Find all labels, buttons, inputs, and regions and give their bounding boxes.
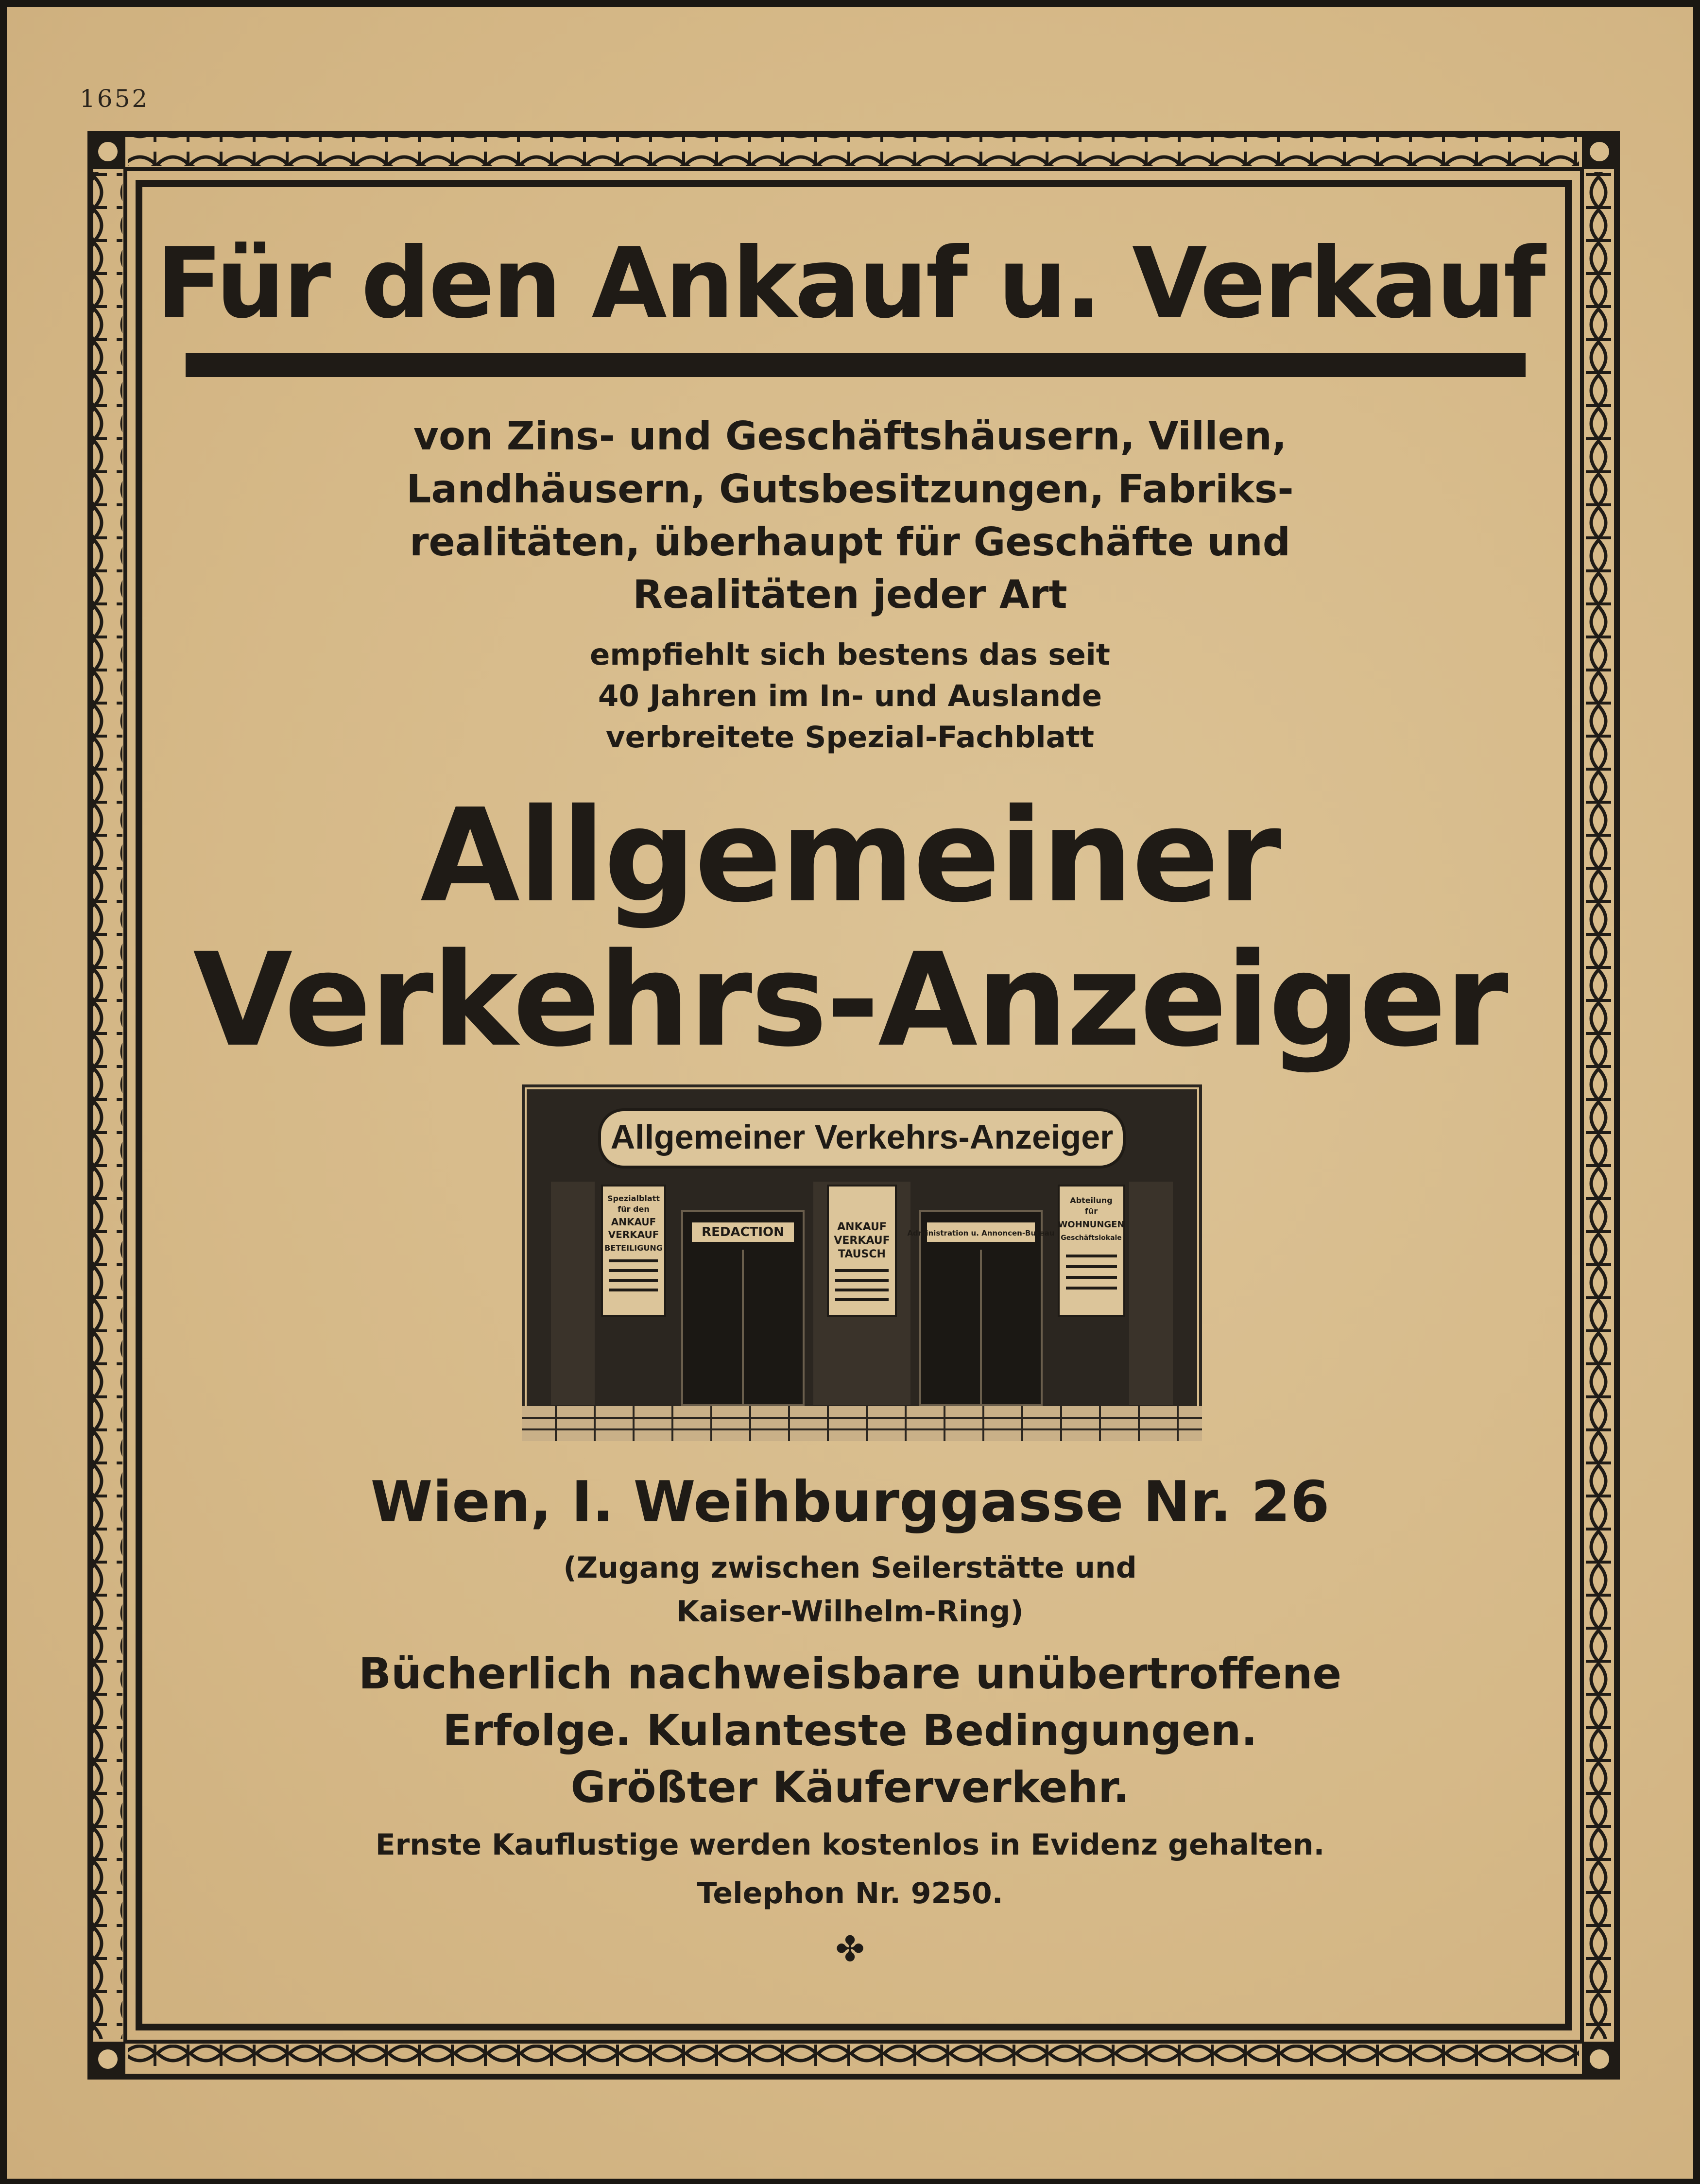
page-number: 1652 <box>80 85 150 113</box>
panel-right-line: Abteilung <box>1070 1196 1113 1205</box>
door-right-label: Administration u. Annoncen-Bureau <box>907 1229 1055 1238</box>
panel-left-line: BETEILIGUNG <box>604 1243 663 1253</box>
recommend-line: empfiehlt sich bestens das seit <box>590 637 1110 672</box>
recommend-line: 40 Jahren im In- und Auslande <box>598 678 1102 713</box>
prospects-note: Ernste Kauflustige werden kostenlos in Evidenz gehalten. <box>375 1828 1325 1862</box>
intro-line: von Zins- und Geschäftshäusern, Villen, <box>413 413 1287 459</box>
door-left-label: REDACTION <box>702 1225 784 1239</box>
panel-left-line: für den <box>618 1204 650 1214</box>
recommend-line: verbreitete Spezial-Fachblatt <box>605 720 1095 755</box>
headline: Für den Ankauf u. Verkauf <box>156 227 1544 340</box>
brand-name <box>7 781 1693 1075</box>
recommend-text <box>7 635 1693 758</box>
panel-left-line: ANKAUF <box>611 1216 656 1228</box>
panel-right-line: für <box>1084 1206 1098 1216</box>
intro-line: Landhäusern, Gutsbesitzungen, Fabriks- <box>406 466 1294 512</box>
panel-mid-line: VERKAUF <box>834 1235 890 1247</box>
intro-text <box>7 410 1693 621</box>
panel-mid-line: TAUSCH <box>838 1248 886 1260</box>
newspaper-page <box>7 7 1693 2179</box>
claims-line: Bücherlich nachweisbare unübertroffene <box>358 1649 1342 1699</box>
brand-line: Verkehrs-Anzeiger <box>193 925 1507 1075</box>
address: Wien, I. Weihburggasse Nr. 26 <box>370 1469 1330 1535</box>
access-line: (Zugang zwischen Seilerstätte und <box>563 1551 1137 1585</box>
access-note <box>7 1546 1693 1634</box>
brand-line: Allgemeiner <box>420 781 1280 931</box>
panel-right-line: WOHNUNGEN <box>1058 1220 1125 1230</box>
panel-right-line: Geschäftslokale <box>1061 1234 1122 1242</box>
storefront-illustration <box>522 1084 1202 1441</box>
claims-line: Erfolge. Kulanteste Bedingungen. <box>443 1705 1257 1756</box>
headline-rule <box>186 353 1526 377</box>
shop-sign: Allgemeiner Verkehrs-Anzeiger <box>610 1118 1114 1156</box>
panel-mid-line: ANKAUF <box>837 1221 887 1233</box>
claims <box>7 1645 1693 1816</box>
telephone: Telephon Nr. 9250. <box>697 1876 1003 1910</box>
panel-left-line: Spezialblatt <box>607 1194 660 1203</box>
intro-line: realitäten, überhaupt für Geschäfte und <box>410 519 1290 565</box>
panel-left-line: VERKAUF <box>608 1229 659 1240</box>
access-line: Kaiser-Wilhelm-Ring) <box>676 1595 1024 1629</box>
claims-line: Größter Käuferverkehr. <box>570 1762 1130 1813</box>
ornament-icon: ✤ <box>835 1928 865 1969</box>
intro-line: Realitäten jeder Art <box>633 572 1067 618</box>
